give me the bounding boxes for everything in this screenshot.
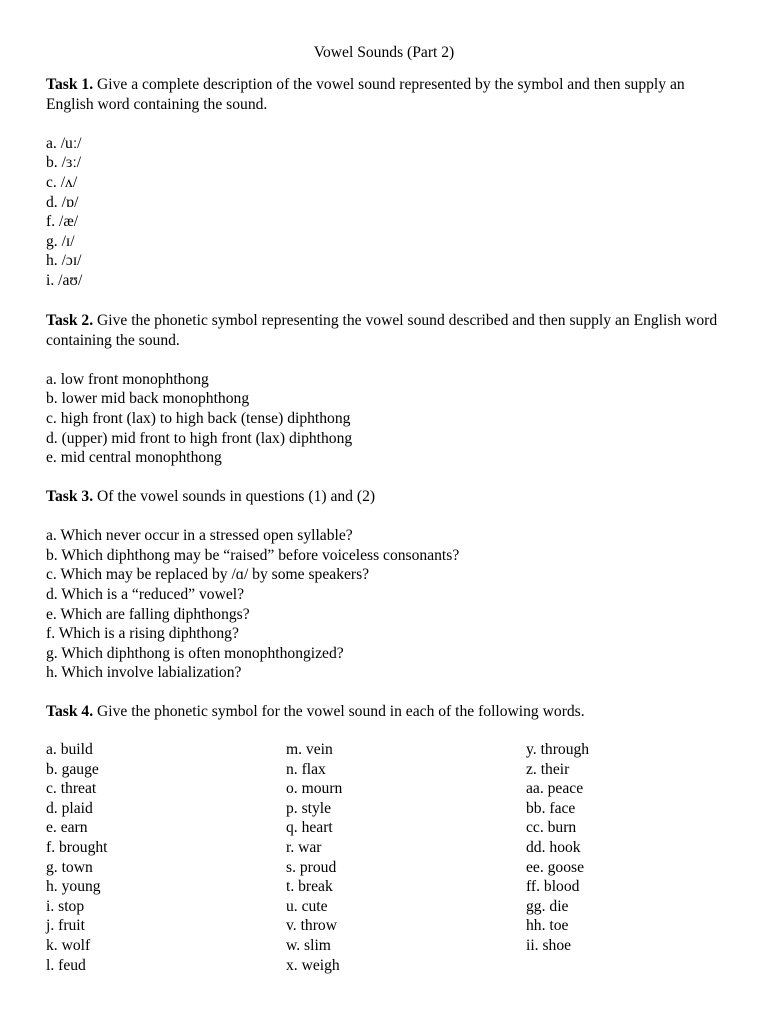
list-item: ii. shoe bbox=[526, 936, 572, 954]
list-item: cc. burn bbox=[526, 819, 577, 837]
list-item: m. vein bbox=[286, 741, 333, 758]
list-item: h. /ɔɪ/ bbox=[46, 252, 82, 270]
list-item: dd. hook bbox=[526, 838, 581, 856]
list-item: a. /uː/ bbox=[46, 134, 82, 152]
list-item: o. mourn bbox=[286, 780, 343, 798]
task-4-label: Task 4. bbox=[46, 703, 94, 720]
list-item: g. Which diphthong is often monophthongized? bbox=[46, 644, 344, 662]
list-item: a. build bbox=[46, 741, 93, 758]
task-3-text: Of the vowel sounds in questions (1) and (2) bbox=[93, 488, 376, 505]
task-1-list bbox=[46, 134, 726, 291]
task-3-instructions bbox=[46, 487, 726, 507]
task-3-list bbox=[46, 526, 726, 683]
task-4 bbox=[46, 702, 726, 722]
list-item: i. stop bbox=[46, 897, 85, 915]
list-item: x. weigh bbox=[286, 956, 340, 974]
list-item: c. Which may be replaced by /ɑ/ by some speakers? bbox=[46, 566, 370, 584]
word-column-3 bbox=[526, 740, 589, 956]
list-item: e. Which are falling diphthongs? bbox=[46, 605, 250, 623]
task-3 bbox=[46, 487, 726, 683]
list-item: r. war bbox=[286, 838, 322, 856]
list-item: d. /ɒ/ bbox=[46, 193, 79, 211]
list-item: d. plaid bbox=[46, 799, 93, 817]
list-item: t. break bbox=[286, 878, 333, 896]
task-2-text: Give the phonetic symbol representing the vowel sound described and then supply an English word containing the sound. bbox=[46, 312, 718, 349]
list-item: d. (upper) mid front to high front (lax) diphthong bbox=[46, 429, 353, 447]
list-item: w. slim bbox=[286, 936, 331, 954]
list-item: u. cute bbox=[286, 897, 328, 915]
list-item: k. wolf bbox=[46, 936, 91, 954]
list-item: g. town bbox=[46, 858, 93, 876]
list-item: c. threat bbox=[46, 780, 97, 798]
list-item: b. lower mid back monophthong bbox=[46, 390, 250, 408]
list-item: a. low front monophthong bbox=[46, 370, 209, 388]
list-item: n. flax bbox=[286, 760, 326, 778]
list-item: e. mid central monophthong bbox=[46, 449, 222, 467]
list-item: c. /ʌ/ bbox=[46, 173, 78, 191]
list-item: d. Which is a “reduced” vowel? bbox=[46, 585, 245, 603]
page-title: Vowel Sounds (Part 2) bbox=[313, 44, 455, 61]
list-item: s. proud bbox=[286, 858, 337, 876]
task-2 bbox=[46, 311, 726, 468]
list-item: g. /ɪ/ bbox=[46, 232, 75, 250]
list-item: y. through bbox=[526, 741, 590, 758]
task-2-list bbox=[46, 370, 726, 468]
list-item: e. earn bbox=[46, 819, 88, 837]
list-item: b. gauge bbox=[46, 760, 99, 778]
list-item: b. Which diphthong may be “raised” before voiceless consonants? bbox=[46, 546, 460, 564]
list-item: q. heart bbox=[286, 819, 333, 837]
list-item: ff. blood bbox=[526, 878, 580, 896]
list-item: v. throw bbox=[286, 917, 337, 935]
task-1-instructions bbox=[46, 75, 726, 114]
task-2-instructions bbox=[46, 311, 726, 350]
word-column-1 bbox=[46, 740, 108, 975]
task-1-label: Task 1. bbox=[46, 76, 94, 93]
list-item: c. high front (lax) to high back (tense) diphthong bbox=[46, 409, 351, 427]
list-item: j. fruit bbox=[46, 917, 85, 935]
list-item: gg. die bbox=[526, 897, 569, 915]
list-item: hh. toe bbox=[526, 917, 569, 935]
list-item: bb. face bbox=[526, 799, 576, 817]
list-item: ee. goose bbox=[526, 858, 585, 876]
task-2-label: Task 2. bbox=[46, 312, 94, 329]
list-item: aa. peace bbox=[526, 780, 584, 798]
list-item: b. /ɜː/ bbox=[46, 154, 82, 172]
list-item: z. their bbox=[526, 760, 570, 778]
list-item: h. Which involve labialization? bbox=[46, 664, 242, 682]
task-4-instructions bbox=[46, 702, 726, 722]
list-item: h. young bbox=[46, 878, 101, 896]
word-column-2 bbox=[286, 740, 342, 975]
task-1 bbox=[46, 75, 726, 291]
list-item: f. brought bbox=[46, 838, 108, 856]
task-3-label: Task 3. bbox=[46, 488, 94, 505]
task-1-text: Give a complete description of the vowel sound represented by the symbol and then supply an English word containing the sound. bbox=[46, 76, 685, 113]
list-item: l. feud bbox=[46, 956, 86, 974]
list-item: p. style bbox=[286, 799, 332, 817]
list-item: i. /aʊ/ bbox=[46, 271, 83, 289]
list-item: f. Which is a rising diphthong? bbox=[46, 625, 239, 643]
list-item: f. /æ/ bbox=[46, 213, 79, 231]
task-4-text: Give the phonetic symbol for the vowel sound in each of the following words. bbox=[93, 703, 585, 720]
list-item: a. Which never occur in a stressed open syllable? bbox=[46, 527, 353, 545]
